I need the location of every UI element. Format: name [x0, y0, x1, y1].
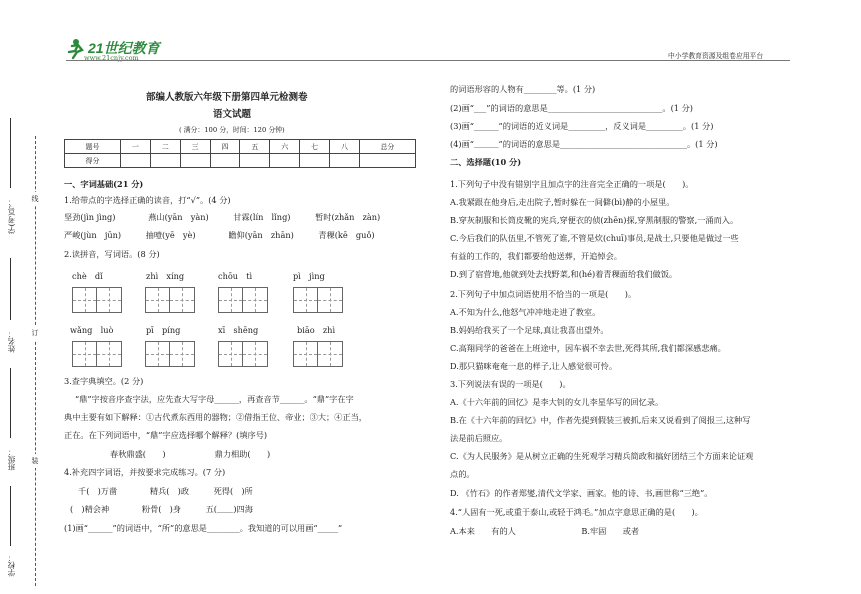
writing-grid[interactable] [72, 287, 122, 313]
table-cell: 二 [150, 140, 180, 154]
table-cell: 一 [121, 140, 151, 154]
choice-line: C.高翔同学的爸爸在上班途中，因车祸不幸去世,死得其所,我们都深感悲痛。 [450, 343, 726, 353]
score-cell[interactable] [359, 154, 415, 168]
writing-grid[interactable] [218, 287, 268, 313]
pinyin-7: xī shēng [218, 325, 259, 335]
question-4-row-1: 千( )万凿 精兵( )政 死得( )所 [78, 486, 253, 496]
logo-url: www.21cnjy.com [84, 54, 139, 62]
choice-line: 点的。 [450, 469, 475, 479]
score-table [64, 139, 416, 168]
choice-line: A.我紧跟在他身后,走出院子,暂时躲在一间僻(bì)静的小屋里。 [450, 197, 675, 207]
section-2-heading: 二、选择题(10 分) [450, 157, 522, 167]
choice-line: 4.“人固有一死,或重于泰山,或轻于鸿毛。”加点字意思正确的是( )。 [450, 507, 703, 517]
pinyin-4: pì jìng [293, 271, 325, 281]
question-3-para-2: 典中主要有如下解释：①古代煮东西用的器物；②借指王位、帝业；③大；④正当， [64, 412, 367, 422]
choice-line: 有益的工作的，我们都要给他送葬，开追悼会。 [450, 251, 622, 261]
table-cell: 八 [330, 140, 360, 154]
field-student-id: 学(考)号： [7, 198, 16, 234]
gutter-mark-bind: 订 [29, 326, 41, 340]
platform-name: 中小学教育资源及组卷应用平台 [668, 52, 764, 60]
choice-line: 1.下列句子中没有错别字且加点字的注音完全正确的一项是( )。 [450, 179, 694, 189]
table-cell: 得分 [65, 154, 121, 168]
table-cell: 总分 [359, 140, 415, 154]
choice-line: 法是前后照应。 [450, 433, 508, 443]
header-divider [66, 60, 790, 61]
choice-line: A.《十六年前的回忆》是李大钊的女儿李星华写的回忆录。 [450, 397, 664, 407]
choice-line: C.《为人民服务》是从树立正确的生死观学习精兵简政和搞好团结三个方面来论证观 [450, 451, 754, 461]
choice-line: 2.下列句子中加点词语使用不恰当的一项是( )。 [450, 289, 637, 299]
student-info-fields [4, 118, 22, 588]
gutter-mark-line: 线 [29, 192, 41, 206]
score-table-header-row [65, 140, 416, 154]
writing-grid[interactable] [72, 341, 122, 367]
question-2: 2.读拼音，写词语。(8 分) [64, 249, 160, 259]
pinyin-6: pī píng [146, 325, 181, 335]
writing-grid[interactable] [145, 287, 195, 313]
writing-grid[interactable] [218, 341, 268, 367]
choice-line: C.今后我们的队伍里,不管死了谁,不管是炊(chuī)事员,是战士,只要他是做过一些 [450, 233, 739, 243]
writing-grid[interactable] [293, 287, 343, 313]
table-cell: 五 [240, 140, 270, 154]
question-3-para-3: 正在。在下列词语中，“鼎”字应选择哪个解释？(填序号) [64, 430, 268, 440]
score-table-score-row [65, 154, 416, 168]
question-1-options-row2: 严峻(jùn jūn) 抽噎(yē yè) 瞻仰(yān zhān) 青稞(kē guǒ) [64, 230, 375, 240]
choice-line: B.在《十六年前的回忆》中，作者先提到假装三被抓,后来又说看到了阅报三,这种写 [450, 415, 751, 425]
question-1-options-row1: 坚劲(jìn jìng) 燕山(yān yàn) 甘霖(lín lǐng) 暂时(zhǎn zàn) [64, 212, 381, 222]
choice-line: B.妈妈给我买了一个足球,真让我喜出望外。 [450, 325, 609, 335]
table-cell: 三 [180, 140, 210, 154]
exam-subtitle: 语文试题 [213, 109, 252, 120]
question-4-sub-3: (3)画“______”的词语的近义词是_________，反义词是_________。(1 分) [450, 121, 714, 131]
question-4-sub-1: (1)画“______”的词语中，“所”的意思是________。我知道的可以用画“_____” [64, 523, 343, 533]
question-4: 4.补充四字词语，并按要求完成练习。(7 分) [64, 467, 226, 477]
pinyin-3: chōu tì [218, 271, 253, 281]
pinyin-1: chè dǐ [72, 271, 103, 281]
score-cell[interactable] [121, 154, 151, 168]
writing-grid[interactable] [293, 341, 343, 367]
choice-line: B.穿灰制服和长筒皮靴的宪兵,穿便衣的侦(zhēn)探,穿黑制服的警察,一涌而入。 [450, 215, 739, 225]
choice-line: 3.下列说法有误的一项是( )。 [450, 379, 571, 389]
choice-line: D. 《竹石》的作者郑燮,清代文学家、画家。他的诗、书,画世称“三绝”。 [450, 488, 713, 498]
question-4-sub-1-cont: 的词语形容的人物有________等。(1 分) [450, 84, 596, 94]
score-info: ( 满分：100 分，时间：120 分钟) [179, 126, 285, 134]
score-cell[interactable] [210, 154, 240, 168]
table-cell: 题号 [65, 140, 121, 154]
score-cell[interactable] [150, 154, 180, 168]
field-class: 班级： [7, 448, 16, 471]
field-school: 学校： [7, 554, 16, 577]
question-3-items: 春秋鼎盛( ) 鼎力相助( ) [110, 449, 271, 459]
question-3: 3.查字典填空。(2 分) [64, 376, 144, 386]
binding-gutter [28, 136, 44, 586]
writing-grid[interactable] [145, 341, 195, 367]
choice-line: D.那只猫咪奄奄一息的样子,让人感觉很可怜。 [450, 361, 618, 371]
svg-text:21世纪教育: 21世纪教育 [88, 40, 160, 56]
question-4-sub-4: (4)画“＿＿＿”的词语的意思是_______________________________。(1 分) [450, 139, 718, 149]
score-cell[interactable] [300, 154, 330, 168]
score-cell[interactable] [330, 154, 360, 168]
question-3-para-1: “鼎”字按音序查字法，应先查大写字母______，再查音节______。“鼎”字在字 [75, 394, 354, 404]
gutter-mark-staple: 装 [29, 454, 41, 468]
section-1-heading: 一、字词基础(21 分) [64, 179, 144, 189]
exam-title: 部编人教版六年级下册第四单元检测卷 [146, 92, 308, 103]
score-cell[interactable] [180, 154, 210, 168]
question-4-sub-2: (2)画“___”的词语的意思是____________________________。(1 分) [450, 103, 693, 113]
pinyin-5: wǎng luò [70, 325, 114, 335]
score-cell[interactable] [270, 154, 300, 168]
question-4-row-2: ( )精会神 粉骨( )身 五(＿＿)四海 [70, 504, 253, 514]
choice-line: D.到了宿营地,他就到处去找野菜,和(hé)着青稞面给我们做饭。 [450, 269, 678, 279]
table-cell: 四 [210, 140, 240, 154]
field-name: 姓名： [7, 330, 16, 353]
table-cell: 六 [270, 140, 300, 154]
choice-line: A.不知为什么,他怒气冲冲地走进了教室。 [450, 307, 601, 317]
question-1: 1.给带点的字选择正确的读音，打“√”。(4 分) [64, 195, 231, 205]
table-cell: 七 [300, 140, 330, 154]
choice-line: A.本来 有的人 B.牢固 或者 [450, 526, 640, 536]
pinyin-2: zhì xíng [146, 271, 185, 281]
pinyin-8: biāo zhì [297, 325, 336, 335]
score-cell[interactable] [240, 154, 270, 168]
